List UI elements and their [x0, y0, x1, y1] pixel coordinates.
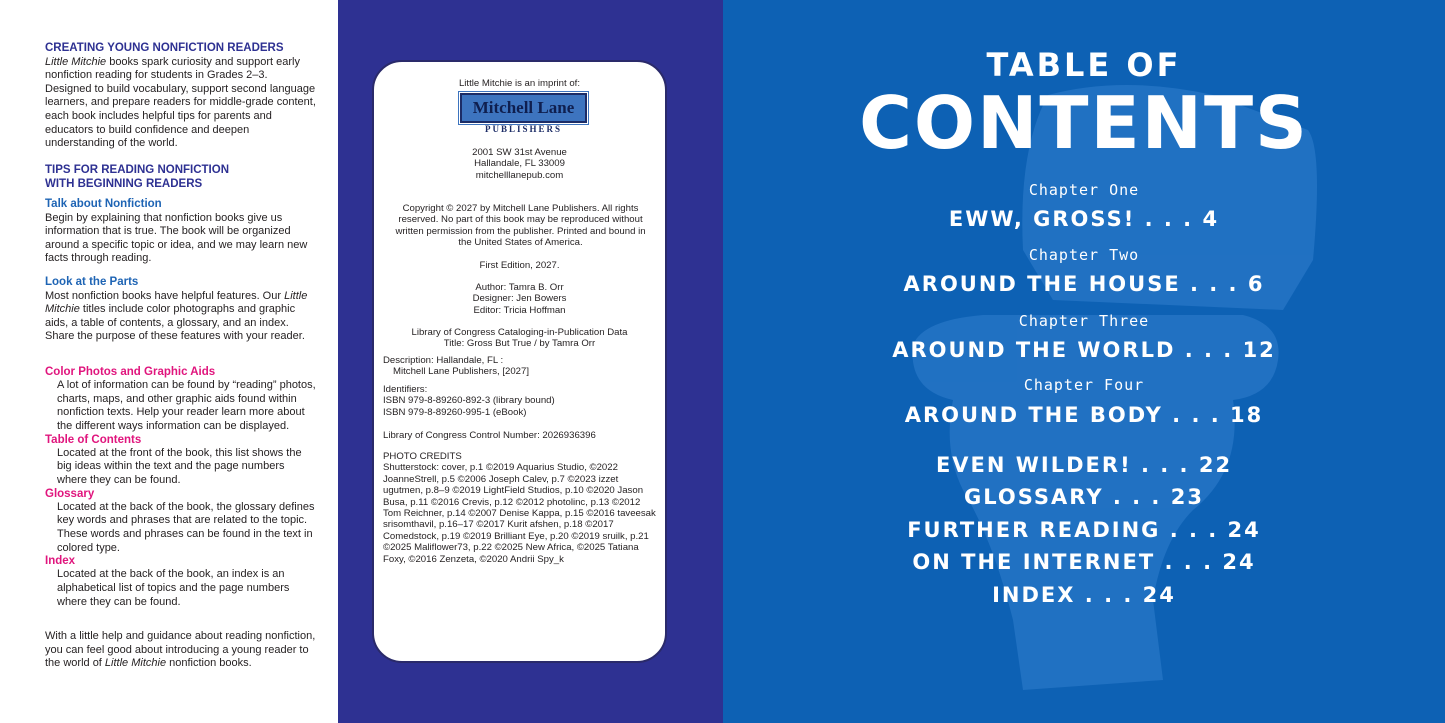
control-number: Library of Congress Control Number: 2026936396 [383, 430, 596, 441]
index-text: Located at the back of the book, an index is an alphabetical list of topics and the page numbers where they can be found. [57, 568, 290, 608]
toc-heading: Table of Contents [45, 433, 142, 446]
talk-heading: Talk about Nonfiction [45, 198, 162, 210]
description-line2: Mitchell Lane Publishers, [2027] [393, 366, 529, 378]
closing-text-a: With a little help and guidance about reading nonfiction, you can feel good about introducing a young reader to the world of [45, 630, 316, 670]
intro-section [45, 42, 317, 151]
publisher-logo [460, 93, 587, 123]
loc-title-line1: Library of Congress Cataloging-in-Publication Data [411, 327, 628, 338]
toc-entry: ON THE INTERNET . . . 24 [912, 550, 1256, 574]
toc-entry: FURTHER READING . . . 24 [907, 518, 1261, 542]
identifiers-label: Identifiers: [383, 384, 428, 395]
toc-entry: GLOSSARY . . . 23 [964, 485, 1204, 509]
toc-text: Located at the front of the book, this list shows the big ideas within the text and the page numbers where they can be found. [57, 446, 302, 486]
parts-heading: Look at the Parts [45, 276, 139, 288]
intro-paragraph [45, 56, 317, 151]
isbn-line1: ISBN 979-8-89260-892-3 (library bound) [383, 395, 555, 407]
chapter-label: Chapter Three [1018, 312, 1150, 330]
address-line2: Hallandale, FL 33009 [474, 158, 565, 170]
right-panel [723, 0, 1445, 723]
photos-text: A lot of information can be found by “reading” photos, charts, maps, and other graphic aids found within nonfiction texts. Help your reader learn more about the different ways information can be displayed. [57, 379, 316, 432]
closing-text-b: nonfiction books. [166, 657, 252, 670]
photo-credits-block [383, 451, 658, 565]
logo-subtitle: PUBLISHERS [484, 124, 563, 134]
loc-block [374, 327, 665, 350]
address-block [374, 147, 665, 181]
parts-paragraph [45, 290, 317, 344]
talk-section [45, 198, 317, 266]
isbn-line2: ISBN 979-8-89260-995-1 (eBook) [383, 406, 527, 418]
toc-title-small: TABLE OF [986, 46, 1182, 84]
intro-text: books spark curiosity and support early nonfiction reading for students in Grades 2–3. Designed to build vocabulary, support second language learners, and prepare readers for middle-grade content, each book includes helpful tips for parents and educators to build confidence and deepen understanding of the world. [45, 55, 316, 150]
toc-entry: EVEN WILDER! . . . 22 [935, 453, 1233, 477]
intro-heading: CREATING YOUNG NONFICTION READERS [45, 42, 284, 54]
brand-name: Little Mitchie [104, 657, 167, 670]
index-heading: Index [45, 555, 76, 568]
designer-line: Designer: Jen Bowers [472, 293, 567, 305]
credits-block [374, 282, 665, 316]
chapter-label: Chapter Two [1028, 246, 1140, 264]
tips-heading-line1: TIPS FOR READING NONFICTION [45, 164, 229, 176]
glossary-heading: Glossary [45, 487, 95, 500]
author-line: Author: Tamra B. Orr [475, 282, 564, 293]
photo-credits-label: PHOTO CREDITS [383, 451, 462, 462]
toc-entry: INDEX . . . 24 [992, 583, 1176, 607]
photos-heading: Color Photos and Graphic Aids [45, 366, 216, 378]
left-panel [0, 0, 338, 723]
copyright-text: Copyright © 2027 by Mitchell Lane Publishers. All rights reserved. No part of this book may be reproduced without written permission from the publisher. Printed and bound in the United States of America. [395, 203, 646, 249]
tips-heading-line2: WITH BEGINNING READERS [45, 177, 203, 190]
brand-name: Little Mitchie [45, 289, 308, 316]
toc-entry: AROUND THE WORLD . . . 12 [892, 338, 1276, 362]
logo-name: Mitchell Lane [472, 98, 575, 117]
toc-title-big: CONTENTS [859, 81, 1309, 165]
parts-section [45, 276, 317, 344]
description-line1: Description: Hallandale, FL : [383, 355, 504, 366]
edition-text: First Edition, 2027. [479, 260, 560, 271]
features-section [45, 366, 317, 609]
copyright-card [372, 60, 667, 663]
closing-section [45, 630, 317, 671]
imprint-line: Little Mitchie is an imprint of: [458, 78, 581, 89]
toc-entry: EWW, GROSS! . . . 4 [948, 207, 1220, 231]
toc-entry: AROUND THE BODY . . . 18 [904, 403, 1264, 427]
editor-line: Editor: Tricia Hoffman [473, 304, 566, 316]
photo-credits-text: Shutterstock: cover, p.1 ©2019 Aquarius Studio, ©2022 JoanneStrell, p.5 ©2006 Joseph Calev, p.7 ©2023 izzet ugutmen, p.8–9 ©2019 LightField Studios, p.10 ©2020 Jason Busa, p.11 ©2016 Crevis, p.12 ©2012 photolinc, p.13 ©2012 Tom Reichner, p.14 ©2007 Denise Kappa, p.15 ©2016 taveesak srisomthavil, p.16–17 ©2017 Kurit afshen, p.18 ©2017 Comedstock, p.19 ©2019 Brilliant Eye, p.20 ©2019 sruilk, p.21 ©2025 Maliflower73, p.22 ©2025 New Africa, ©2025 Tatiana Foxy, ©2016 Zenzeta, ©2020 Andrii Spy_k [383, 462, 656, 565]
address-line1: 2001 SW 31st Avenue [472, 147, 567, 158]
parts-text-b: titles include color photographs and graphic aids, a table of contents, a glossary, and an index. Share the purpose of these features with your reader. [45, 303, 305, 343]
description-block [383, 355, 658, 378]
website: mitchelllanepub.com [475, 169, 564, 181]
talk-text: Begin by explaining that nonfiction books give us information that is true. The book will be organized around a specific topic or idea, and we may learn new facts through reading. [45, 211, 308, 265]
chapter-label: Chapter Four [1023, 376, 1145, 394]
closing-paragraph [45, 630, 317, 671]
toc-entry: AROUND THE HOUSE . . . 6 [903, 272, 1265, 296]
chapter-label: Chapter One [1028, 181, 1140, 199]
parts-text-a: Most nonfiction books have helpful features. Our [45, 289, 285, 302]
loc-title-line2: Title: Gross But True / by Tamra Orr [443, 338, 596, 350]
glossary-text: Located at the back of the book, the glossary defines key words and phrases that are related to the topic. These words and phrases can be found in the text in colored type. [57, 500, 315, 554]
brand-name: Little Mitchie [45, 55, 107, 68]
identifiers-block [383, 384, 658, 418]
tips-section [45, 164, 317, 191]
